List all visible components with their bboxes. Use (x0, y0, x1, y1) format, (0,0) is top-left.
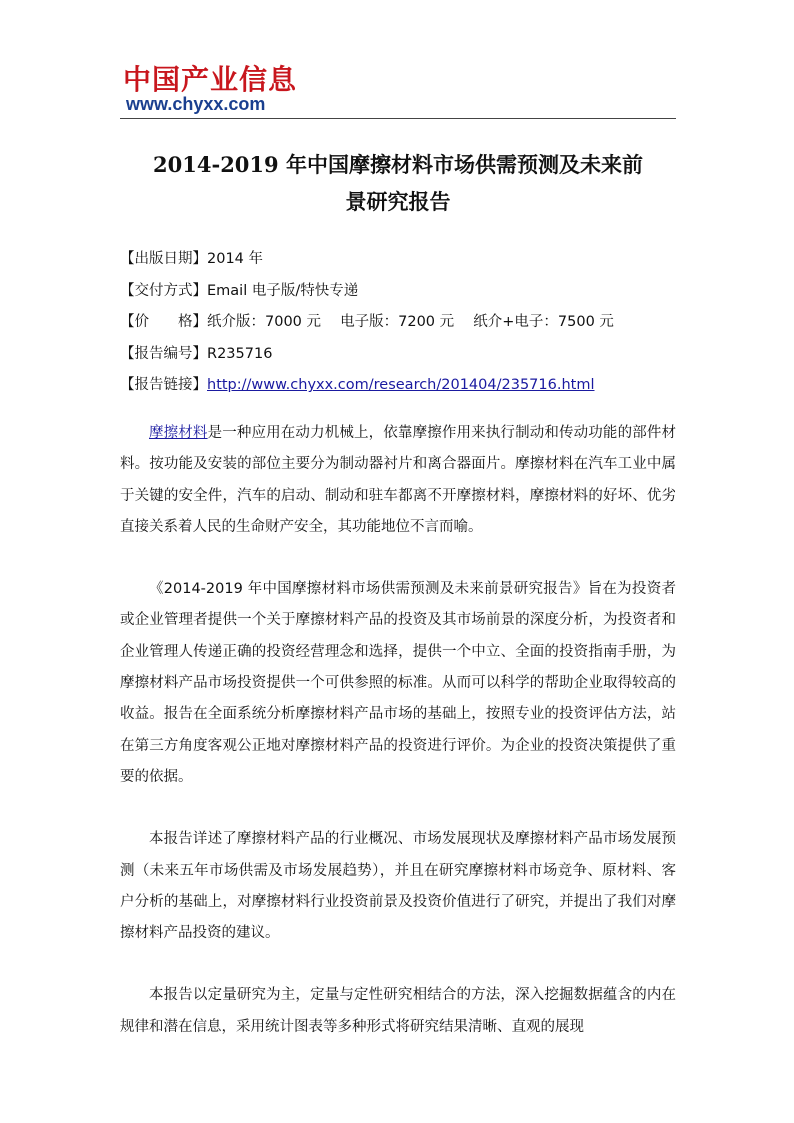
meta-link-label: 【报告链接】 (120, 377, 207, 393)
logo-url[interactable]: www.chyxx.com (126, 94, 266, 114)
logo-chinese[interactable]: 中国产业信息 (123, 63, 298, 96)
paragraph-4: 本报告以定量研究为主，定量与定性研究相结合的方法，深入挖掘数据蕴含的内在规律和潜在信息，采用统计图表等多种形式将研究结果清晰、直观的展现 (120, 987, 676, 1035)
paragraph-1 (120, 418, 676, 543)
friction-material-link[interactable]: 摩擦材料 (149, 425, 208, 441)
paragraph-2: 《2014-2019 年中国摩擦材料市场供需预测及未来前景研究报告》旨在为投资者或企业管理者提供一个关于摩擦材料产品的投资及其市场前景的深度分析，为投资者和企业管理人传递正确的投资经营理念和选择，提供一个中立、全面的投资指南手册，为摩擦材料产品市场投资提供一个可供参照的标准。从而可以科学的帮助企业取得较高的收益。报告在全面系统分析摩擦材料产品市场的基础上，按照专业的投资评估方法，站在第三方角度客观公正地对摩擦材料产品的投资进行评价。为企业的投资决策提供了重要的依据。 (120, 581, 676, 785)
report-link[interactable]: http://www.chyxx.com/research/201404/235716.html (207, 377, 595, 393)
page-header (120, 62, 676, 119)
report-title-line1: 2014-2019 年中国摩擦材料市场供需预测及未来前 (153, 152, 643, 177)
report-title-line2: 景研究报告 (345, 189, 451, 214)
paragraph-1-text: 是一种应用在动力机械上，依靠摩擦作用来执行制动和传动功能的部件材料。按功能及安装的部位主要分为制动器衬片和离合器面片。摩擦材料在汽车工业中属于关键的安全件，汽车的启动、制动和驻车都离不开摩擦材料，摩擦材料的好坏、优劣直接关系着人民的生命财产安全，其功能地位不言而喻。 (120, 425, 677, 535)
meta-price: 【价 格】纸介版：7000 元 电子版：7200 元 纸介+电子：7500 元 (120, 314, 614, 330)
report-body (120, 418, 676, 1074)
paragraph-3: 本报告详述了摩擦材料产品的行业概况、市场发展现状及摩擦材料产品市场发展预测（未来五年市场供需及市场发展趋势），并且在研究摩擦材料市场竞争、原材料、客户分析的基础上，对摩擦材料行业投资前景及投资价值进行了研究，并提出了我们对摩擦材料产品投资的建议。 (120, 831, 676, 942)
report-title (120, 146, 676, 220)
meta-date: 【出版日期】2014 年 (120, 251, 264, 267)
meta-delivery: 【交付方式】Email 电子版/特快专递 (120, 282, 359, 299)
meta-link-row (120, 370, 680, 402)
meta-code: 【报告编号】R235716 (120, 345, 273, 362)
report-meta (120, 244, 680, 402)
